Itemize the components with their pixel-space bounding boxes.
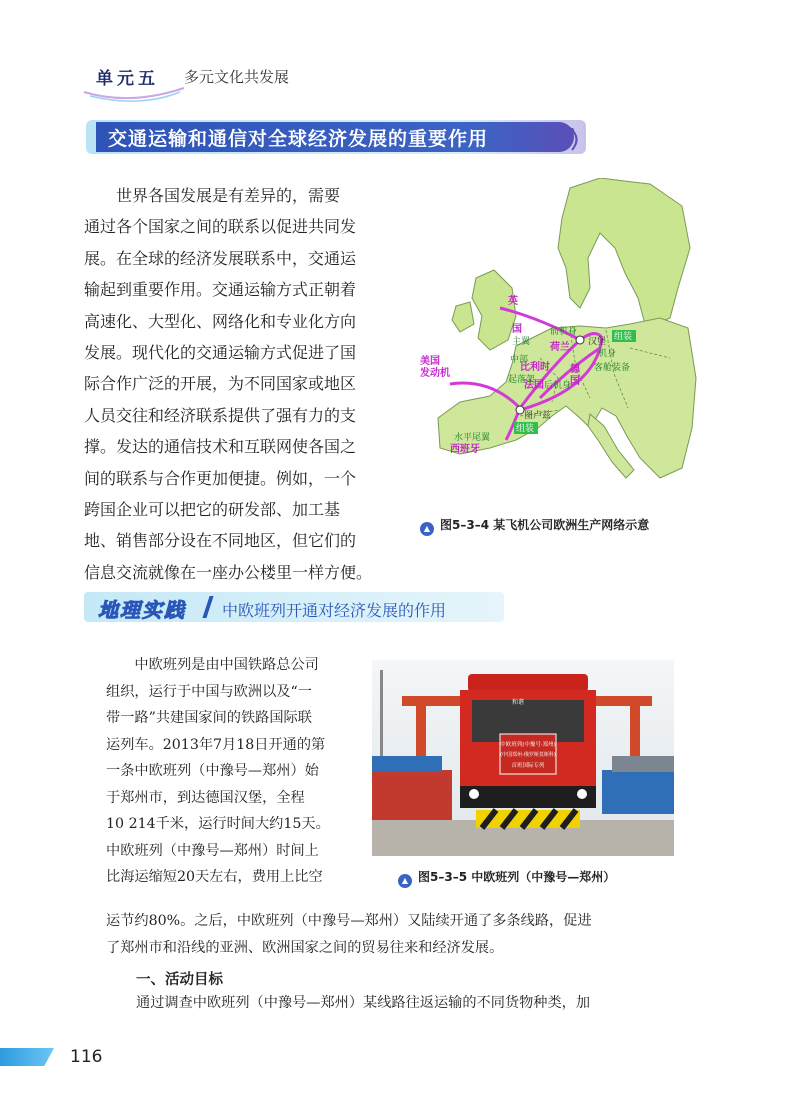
label-engine: 发动机 — [420, 368, 450, 379]
paragraph-line: 中欧班列是由中国铁路总公司 — [134, 657, 319, 673]
europe-production-network-map — [420, 178, 700, 500]
activity-heading: 一、活动目标 — [136, 972, 223, 988]
label-assembly2: 组装 — [516, 424, 535, 434]
paragraph-line: 运列车。2013年7月18日开通的第 — [106, 736, 326, 753]
paragraph-line: 带一路”共建国家间的铁路国际联 — [106, 710, 312, 726]
practice-subtitle: 中欧班列开通对经济发展的作用 — [222, 601, 447, 620]
unit-title: 多元文化共发展 — [184, 68, 290, 86]
train-banner-line: 首班国际专列 — [511, 763, 545, 769]
paragraph-line: 中欧班列（中豫号—郑州）时间上 — [106, 842, 319, 859]
label-spain: 西班牙 — [450, 444, 480, 455]
paragraph-line: 世界各国发展是有差异的，需要 — [116, 186, 341, 205]
label-assembly: 组装 — [614, 332, 633, 342]
paragraph-line: 于郑州市，到达德国汉堡，全程 — [106, 789, 305, 806]
label-belgium: 比利时 — [520, 362, 550, 373]
photo-caption-row — [398, 868, 615, 888]
train-banner-line: 中欧班列(中豫号·郑州) — [500, 742, 556, 748]
banner-end-decoration — [566, 124, 588, 154]
map-caption-row — [420, 516, 649, 536]
label-sections: 中部 — [510, 355, 529, 365]
label-uk: 英 — [508, 296, 518, 307]
triangle-icon: ▲ — [398, 874, 412, 888]
train-paragraph-continued — [106, 908, 686, 961]
paragraph-line: 比海运缩短20天左右，费用上比空 — [106, 869, 323, 885]
triangle-icon: ▲ — [420, 522, 434, 536]
paragraph-line: 际合作广泛的开展，为不同国家或地区 — [84, 374, 357, 394]
footer-accent-bar — [0, 1048, 54, 1066]
label-tail: 水平尾翼 — [454, 433, 491, 443]
toulouse-marker — [516, 406, 524, 414]
photo-caption: 图5–3–5 中欧班列（中豫号—郑州） — [418, 870, 616, 884]
paragraph-line: 一条中欧班列（中豫号—郑州）始 — [106, 763, 319, 779]
paragraph-line: 间的联系与合作更加便捷。例如，一个 — [84, 468, 357, 488]
unit-label: 单元五 — [96, 69, 159, 89]
paragraph-line: 10 214千米，运行时间大约15天。 — [106, 816, 330, 832]
paragraph-line: 发展。现代化的交通运输方式促进了国 — [84, 343, 357, 363]
train-photo — [372, 660, 674, 856]
label-germany: 德 — [570, 364, 580, 375]
label-toulouse: 图卢兹 — [524, 411, 552, 421]
practice-title: 地理实践 — [98, 598, 186, 622]
paragraph-line: 输起到重要作用。交通运输方式正朝着 — [84, 280, 357, 300]
intro-paragraph — [84, 180, 402, 588]
label-france: 法国 — [524, 380, 544, 391]
paragraph-line: 高速化、大型化、网络化和专业化方向 — [84, 311, 357, 331]
label-fuselage2: 后机身 — [544, 381, 572, 391]
label-usa: 美国 — [420, 356, 440, 367]
activity-paragraph: 通过调查中欧班列（中豫号—郑州）某线路往返运输的不同货物种类，加 — [136, 995, 591, 1011]
paragraph-line: 信息交流就像在一座办公楼里一样方便。 — [84, 562, 373, 582]
label-wing: 主翼 — [512, 337, 531, 347]
paragraph-line: 人员交往和经济联系提供了强有力的支 — [84, 405, 357, 425]
label-gear: 起落架 — [508, 375, 536, 385]
train-paragraph — [106, 652, 386, 891]
label-mid-fuselage: 机身 — [598, 349, 617, 359]
section-title: 交通运输和通信对全球经济发展的重要作用 — [108, 128, 489, 150]
paragraph-line: 撑。发达的通信技术和互联网使各国之 — [84, 437, 357, 457]
train-banner-line: (中国郑州-俄罗斯莫斯科) — [500, 752, 556, 758]
hamburg-marker — [576, 336, 584, 344]
paragraph-line: 展。在全球的经济发展联系中，交通运 — [84, 248, 357, 268]
label-cabin: 客舱装备 — [594, 363, 631, 373]
paragraph-line: 通过各个国家之间的联系以促进共同发 — [84, 217, 357, 237]
paragraph-line: 地、销售部分设在不同地区，但它们的 — [84, 531, 357, 551]
paragraph-line: 跨国企业可以把它的研发部、加工基 — [84, 500, 341, 520]
paragraph-line: 运节约80%。之后，中欧班列（中豫号—郑州）又陆续开通了多条线路，促进 — [106, 913, 592, 929]
paragraph-line: 组织，运行于中国与欧洲以及“一 — [106, 683, 312, 700]
label-fuselage: 前机身 — [550, 327, 578, 337]
paragraph-line: 了郑州市和沿线的亚洲、欧洲国家之间的贸易往来和经济发展。 — [106, 939, 504, 956]
label-uk2: 国 — [512, 324, 522, 335]
label-hamburg: 汉堡 — [588, 337, 607, 347]
page-number: 116 — [70, 1047, 103, 1067]
label-netherlands: 荷兰 — [550, 342, 570, 353]
label-germany2: 国 — [570, 376, 580, 387]
unit-underline-decoration — [80, 80, 190, 102]
train-logo-text: 和谐 — [512, 699, 525, 706]
map-caption: 图5–3–4 某飞机公司欧洲生产网络示意 — [440, 518, 650, 532]
